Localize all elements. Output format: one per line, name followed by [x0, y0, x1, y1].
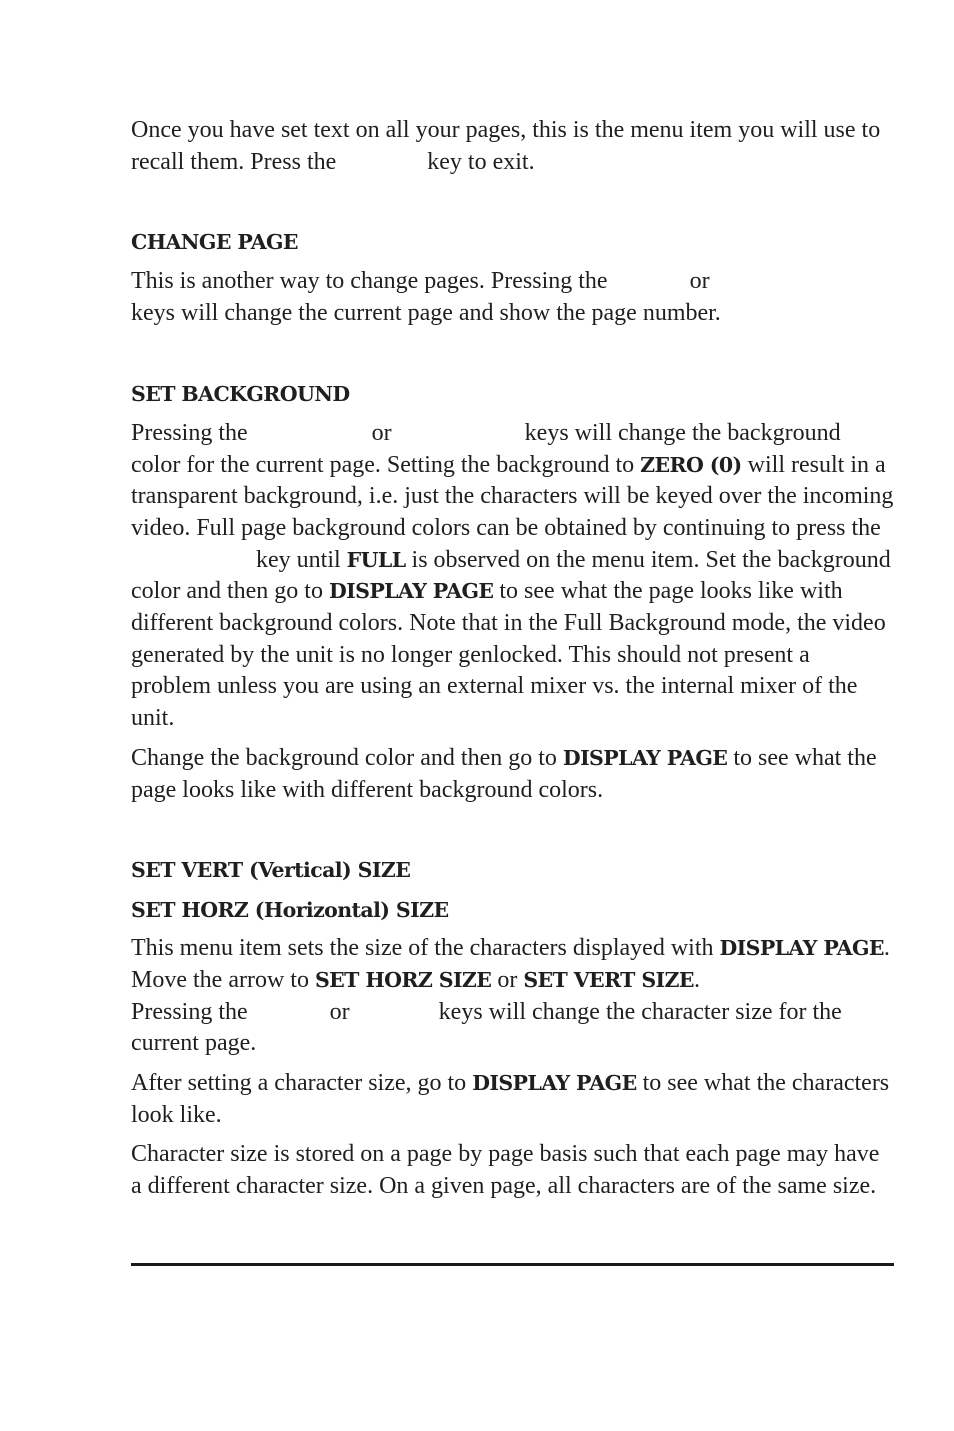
change-page-text-1: This is another way to change pages. Pressing the	[131, 268, 608, 295]
set-background-paragraph-2	[131, 743, 894, 806]
set-size-paragraph-2	[131, 1068, 894, 1131]
set-size-paragraph-1	[131, 933, 894, 1060]
bg-text-4: will result in a transparent background, i.e. just the characters will be keyed over the incoming video. Full page background colors can be obtained by continuing to press the	[131, 451, 894, 541]
set-size-paragraph-3: Character size is stored on a page by page basis such that each page may have a different character size. On a given page, all characters are of the same size.	[131, 1141, 880, 1200]
size-text-4: .	[693, 966, 700, 993]
bg2-text-1: Change the background color and then go to	[131, 744, 557, 771]
keyword-display-page: DISPLAY PAGE	[328, 579, 494, 604]
size-text-1: This menu item sets the size of the characters displayed with	[131, 935, 714, 962]
set-background-heading: SET BACKGROUND	[131, 381, 350, 406]
change-page-text-2: or	[689, 268, 710, 295]
keyword-display-page: DISPLAY PAGE	[472, 1071, 637, 1096]
manual-page	[131, 115, 894, 1211]
size-text-6: or	[329, 998, 350, 1025]
keyword-zero: ZERO (0)	[640, 452, 742, 477]
size-text-5: Pressing the	[131, 998, 248, 1025]
bg2-text-2: to see what the page looks like with different background colors.	[131, 744, 877, 803]
size-text-2: . Move the arrow to	[131, 935, 890, 993]
bg-text-1: Pressing the	[131, 419, 248, 446]
bg-text-5: key until	[256, 546, 341, 573]
set-background-paragraph-1	[131, 418, 894, 735]
keyword-set-vert-size: SET VERT SIZE	[523, 967, 694, 992]
intro-text-1: Once you have set text on all your pages, this is the menu item you will use to recall them. Press the	[131, 117, 881, 175]
change-page-heading: CHANGE PAGE	[131, 230, 298, 255]
change-page-paragraph	[131, 266, 894, 329]
bg-text-6: is observed on the menu item. Set the background color and then go to	[131, 546, 891, 605]
keyword-set-horz-size: SET HORZ SIZE	[314, 967, 492, 992]
intro-text-2: key to exit.	[427, 148, 535, 175]
size2-text-2: to see what the characters look like.	[131, 1070, 890, 1128]
size2-text-1: After setting a character size, go to	[131, 1070, 467, 1097]
keyword-full: FULL	[346, 547, 406, 572]
bg-text-7: to see what the page looks like with different background colors. Note that in the Full Background mode, the video generated by the unit is no longer genlocked. This should not present a problem unless you are using an external mixer vs. the internal mixer of the unit.	[131, 578, 886, 732]
keyword-display-page: DISPLAY PAGE	[562, 745, 728, 770]
bg-text-3: keys will change the background color for the current page. Setting the background to	[131, 419, 841, 478]
size-text-3: or	[497, 966, 518, 993]
size-text-7: keys will change the character size for the current page.	[131, 998, 842, 1057]
bottom-rule	[131, 1263, 894, 1266]
keyword-display-page: DISPLAY PAGE	[719, 936, 884, 961]
change-page-text-3: keys will change the current page and show the page number.	[131, 300, 721, 327]
bg-text-2: or	[371, 419, 392, 446]
set-vert-size-heading: SET VERT (Vertical) SIZE	[131, 858, 411, 883]
set-horz-size-heading: SET HORZ (Horizontal) SIZE	[131, 898, 449, 923]
intro-paragraph	[131, 115, 894, 178]
